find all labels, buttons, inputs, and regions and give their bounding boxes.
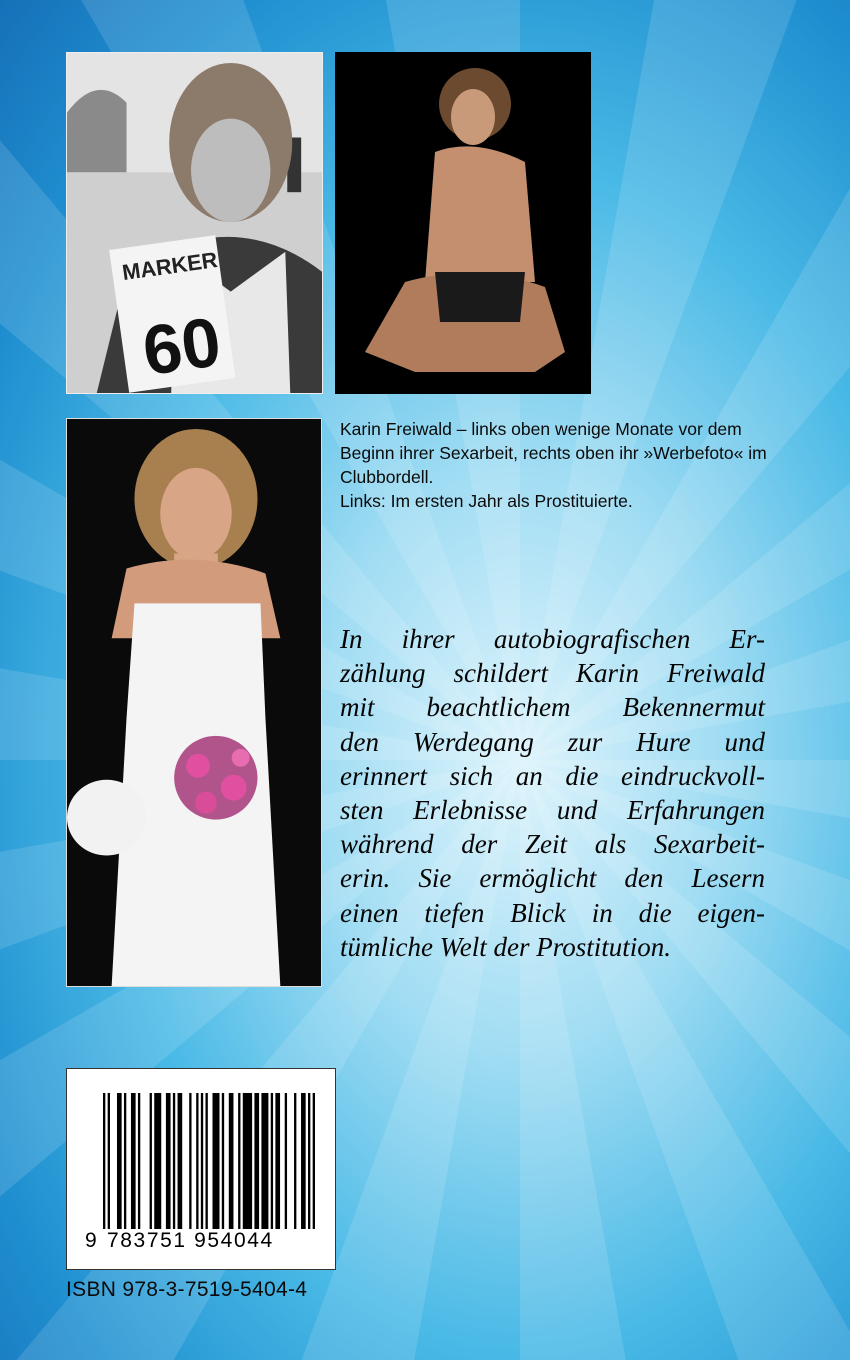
barcode-bar xyxy=(285,1093,287,1229)
barcode-bar xyxy=(254,1093,259,1229)
barcode-bar xyxy=(201,1093,203,1229)
book-blurb xyxy=(340,622,765,964)
blurb-line: den Werdegang zur Hure und xyxy=(340,726,765,757)
isbn-label: ISBN 978-3-7519-5404-4 xyxy=(66,1278,308,1301)
barcode xyxy=(66,1068,336,1270)
photo-caption xyxy=(340,417,780,513)
barcode-bar xyxy=(261,1093,268,1229)
barcode-bar xyxy=(243,1093,252,1229)
barcode-bar xyxy=(196,1093,198,1229)
barcode-bar xyxy=(150,1093,152,1229)
bib-number-text: 60 xyxy=(138,302,226,391)
barcode-rest-digits: 783751 954044 xyxy=(107,1229,274,1252)
barcode-first-digit: 9 xyxy=(85,1229,98,1252)
caption-name: Karin Freiwald xyxy=(340,419,452,439)
barcode-bar xyxy=(117,1093,122,1229)
barcode-bar xyxy=(178,1093,183,1229)
blurb-line: während der Zeit als Sexarbeit- xyxy=(340,829,765,860)
barcode-bar xyxy=(313,1093,315,1229)
barcode-bar xyxy=(222,1093,224,1229)
blurb-line: sten Erlebnisse und Erfahrungen xyxy=(340,795,765,826)
barcode-bar xyxy=(124,1093,126,1229)
bib-brand-text: MARKER xyxy=(120,246,219,286)
barcode-bar xyxy=(131,1093,136,1229)
barcode-bar xyxy=(301,1093,306,1229)
blurb-line: erinnert sich an die eindruckvoll- xyxy=(340,760,765,791)
blurb-line: tümliche Welt der Prostitution. xyxy=(340,931,671,962)
caption-line-2: Links: Im ersten Jahr als Prostituierte. xyxy=(340,491,633,511)
barcode-bars xyxy=(103,1093,315,1229)
barcode-bar xyxy=(308,1093,310,1229)
barcode-bar xyxy=(238,1093,240,1229)
barcode-bar xyxy=(154,1093,161,1229)
barcode-bar xyxy=(275,1093,280,1229)
blurb-line: zählung schildert Karin Freiwald xyxy=(340,658,765,689)
barcode-bar xyxy=(229,1093,234,1229)
barcode-bar xyxy=(294,1093,296,1229)
barcode-bar xyxy=(271,1093,273,1229)
barcode-bar xyxy=(173,1093,175,1229)
blurb-line: erin. Sie ermöglicht den Lesern xyxy=(340,863,765,894)
caption-text: – links oben wenige Monate vor dem Beginn ihrer Sexarbeit, rechts oben ihr »Werbefoto« im Clubbordell. xyxy=(340,419,767,487)
barcode-bar xyxy=(206,1093,208,1229)
barcode-bar xyxy=(212,1093,219,1229)
blurb-line: mit beachtlichem Bekennermut xyxy=(340,692,765,723)
barcode-bar xyxy=(166,1093,171,1229)
blurb-line: In ihrer autobiografischen Er- xyxy=(340,624,765,654)
barcode-bar xyxy=(108,1093,110,1229)
barcode-bar xyxy=(138,1093,140,1229)
caption-line-1 xyxy=(340,417,780,489)
photo-studio-portrait xyxy=(335,52,591,394)
photo-white-dress-portrait xyxy=(66,418,322,987)
blurb-line: einen tiefen Blick in die eigen- xyxy=(340,897,765,928)
barcode-bar xyxy=(189,1093,191,1229)
barcode-bar xyxy=(103,1093,105,1229)
photo-skier-portrait xyxy=(66,52,323,394)
